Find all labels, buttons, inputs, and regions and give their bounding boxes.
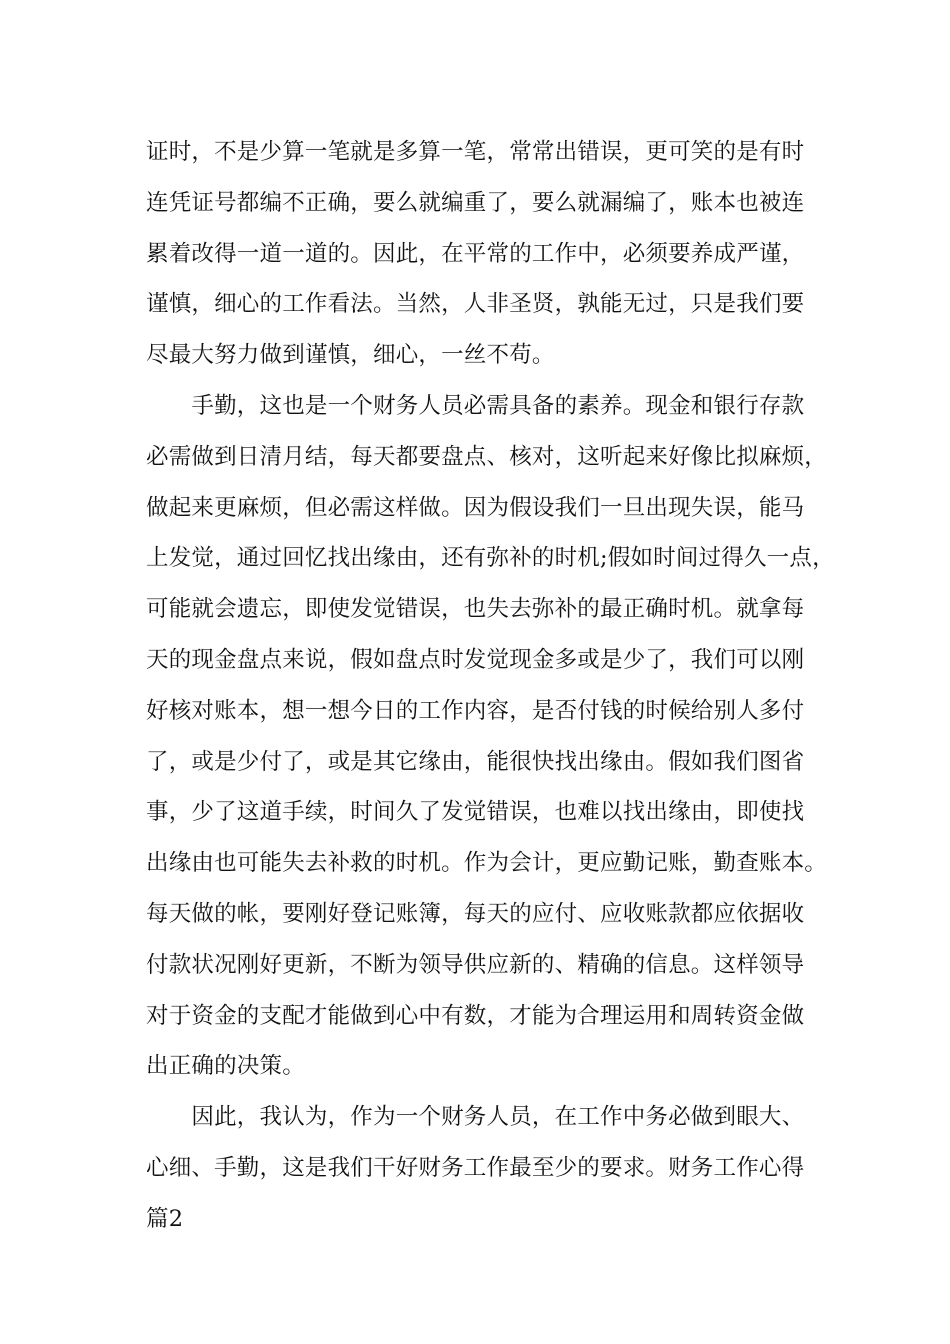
text-line: 了，或是少付了，或是其它缘由，能很快找出缘由。假如我们图省: [146, 748, 805, 775]
text-line: 谨慎，细心的工作看法。当然，人非圣贤，孰能无过，只是我们要: [146, 291, 805, 318]
text-line: 可能就会遗忘，即使发觉错误，也失去弥补的最正确时机。就拿每: [146, 596, 805, 623]
text-line: 出正确的决策。: [146, 1053, 305, 1080]
text-line: 每天做的帐，要刚好登记账簿，每天的应付、应收账款都应依据收: [146, 900, 805, 927]
text-line: 对于资金的支配才能做到心中有数，才能为合理运用和周转资金做: [146, 1002, 805, 1029]
text-line: 事，少了这道手续，时间久了发觉错误，也难以找出缘由，即使找: [146, 799, 805, 826]
text-line: 连凭证号都编不正确，要么就编重了，要么就漏编了，账本也被连: [146, 189, 805, 216]
text-line: 心细、手勤，这是我们干好财务工作最至少的要求。财务工作心得: [146, 1154, 805, 1181]
text-line: 尽最大努力做到谨慎，细心，一丝不苟。: [146, 342, 555, 369]
text-line: 出缘由也可能失去补救的时机。作为会计，更应勤记账，勤查账本。: [146, 850, 828, 877]
body-text: [146, 133, 835, 1251]
text-line: 必需做到日清月结，每天都要盘点、核对，这听起来好像比拟麻烦，: [146, 443, 828, 470]
paragraph-start-line: 手勤，这也是一个财务人员必需具备的素养。现金和银行存款: [146, 392, 805, 419]
text-line: 上发觉，通过回忆找出缘由，还有弥补的时机;假如时间过得久一点，: [146, 545, 835, 572]
text-line: 天的现金盘点来说，假如盘点时发觉现金多或是少了，我们可以刚: [146, 646, 805, 673]
text-line: 证时，不是少算一笔就是多算一笔，常常出错误，更可笑的是有时: [146, 139, 805, 165]
text-line: 付款状况刚好更新，不断为领导供应新的、精确的信息。这样领导: [146, 951, 805, 978]
text-line: 好核对账本，想一想今日的工作内容，是否付钱的时候给别人多付: [146, 697, 805, 724]
paragraph-start-line: 因此，我认为，作为一个财务人员，在工作中务必做到眼大、: [146, 1104, 805, 1131]
text-line: 累着改得一道一道的。因此，在平常的工作中，必须要养成严谨，: [146, 240, 805, 267]
section-heading-line: 篇2: [146, 1205, 184, 1232]
text-line: 做起来更麻烦，但必需这样做。因为假设我们一旦出现失误，能马: [146, 494, 805, 521]
